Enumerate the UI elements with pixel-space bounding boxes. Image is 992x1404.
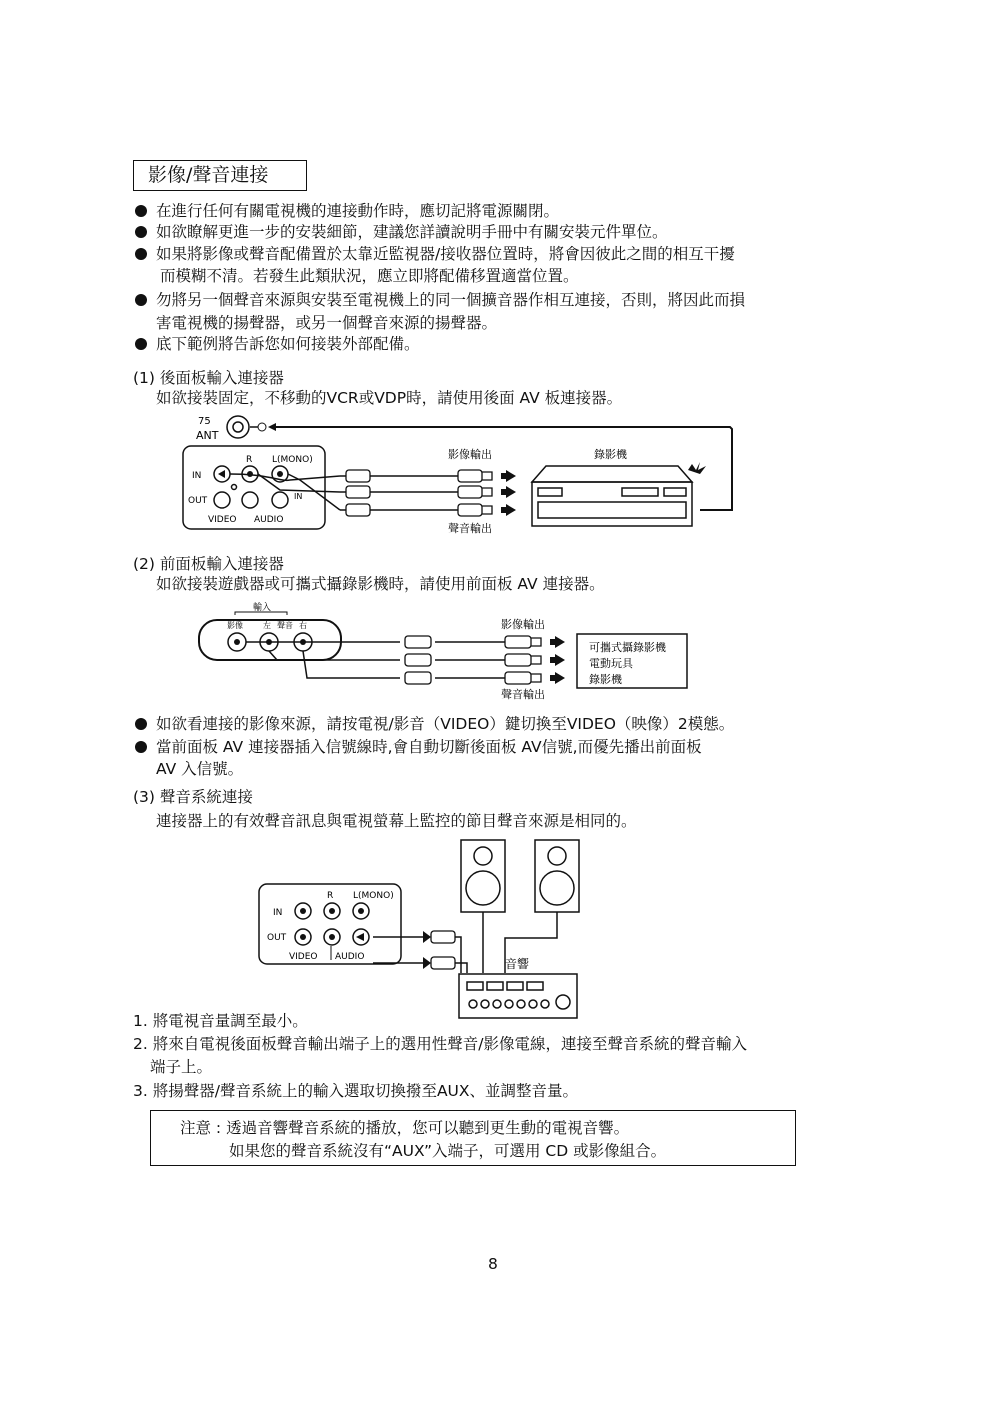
device-label: 電動玩具 xyxy=(589,657,633,670)
bullet-text: 底下範例將告訴您如何接裝外部配備。 xyxy=(156,335,420,353)
ant-75-label: 75 xyxy=(198,416,211,427)
page-number: 8 xyxy=(488,1255,498,1273)
section-title: 影像/聲音連接 xyxy=(133,160,307,191)
device-label: 錄影機 xyxy=(589,673,622,686)
bullet-text-cont: 害電視機的揚聲器，或另一個聲音來源的揚聲器。 xyxy=(156,314,498,332)
rear-panel-diagram xyxy=(180,410,740,540)
device-label: 可攜式攝錄影機 xyxy=(589,641,666,654)
out-audio-label: OUT xyxy=(267,933,287,943)
left-label: 左 xyxy=(263,621,271,630)
bullet-icon xyxy=(135,226,147,238)
video-out-label: 影像輸出 xyxy=(448,448,492,461)
section2-desc: 如欲接裝遊戲器或可攜式攝錄影機時，請使用前面板 AV 連接器。 xyxy=(156,575,605,593)
section3-heading: (3) 聲音系統連接 xyxy=(133,788,253,806)
bullet-text: 如欲看連接的影像來源，請按電視/影音（VIDEO）鍵切換至VIDEO（映像）2模態。 xyxy=(156,715,735,733)
video-audio-label: VIDEO xyxy=(289,952,318,962)
audio-label: AUDIO xyxy=(254,515,284,525)
ant-label: ANT xyxy=(196,429,219,442)
right-label: 右 xyxy=(299,621,307,630)
input-label: 輸入 xyxy=(253,603,272,613)
front-panel-diagram xyxy=(195,598,695,704)
bullet-icon xyxy=(135,718,147,730)
step-3: 3. 將揚聲器/聲音系統上的輸入選取切換撥至AUX、並調整音量。 xyxy=(133,1082,579,1100)
video-front-label: 影像 xyxy=(227,621,243,630)
r-label: R xyxy=(246,455,253,465)
in-audio-label: IN xyxy=(273,908,283,918)
video-out-front-label: 影像輸出 xyxy=(501,618,545,631)
audio-audio-label: AUDIO xyxy=(335,952,365,962)
bullet-text: 在進行任何有關電視機的連接動作時，應切記將電源關閉。 xyxy=(156,202,560,220)
section1-desc: 如欲接裝固定，不移動的VCR或VDP時，請使用後面 AV 板連接器。 xyxy=(156,389,623,407)
section2-heading: (2) 前面板輸入連接器 xyxy=(133,555,284,573)
video-label: VIDEO xyxy=(208,515,237,525)
out-label: OUT xyxy=(188,496,208,506)
bullet-icon xyxy=(135,338,147,350)
bullet-text: 勿將另一個聲音來源與安裝至電視機上的同一個擴音器作相互連接，否則，將因此而損 xyxy=(156,291,746,309)
step-2: 2. 將來自電視後面板聲音輸出端子上的選用性聲音/影像電線，連接至聲音系統的聲音輸入 xyxy=(133,1035,747,1053)
r-audio-label: R xyxy=(327,891,334,901)
bullet-icon xyxy=(135,205,147,217)
bullet-text: 當前面板 AV 連接器插入信號線時,會自動切斷後面板 AV信號,而優先播出前面板 xyxy=(156,738,702,756)
audio-out-label: 聲音輸出 xyxy=(448,522,492,535)
in-small-label: IN xyxy=(294,492,303,501)
bullet-text-cont: 而模糊不清。若發生此類狀況，應立即將配備移置適當位置。 xyxy=(160,267,579,285)
bullet-text: 如欲瞭解更進一步的安裝細節，建議您詳讀說明手冊中有關安裝元件單位。 xyxy=(156,223,668,241)
in-label: IN xyxy=(192,471,202,481)
note-line-2: 如果您的聲音系統沒有“AUX”入端子，可選用 CD 或影像組合。 xyxy=(229,1142,667,1160)
bullet-icon xyxy=(135,294,147,306)
audio-system-diagram xyxy=(255,838,585,1020)
bullet-text: 如果將影像或聲音配備置於太靠近監視器/接收器位置時，將會因彼此之間的相互干擾 xyxy=(156,245,735,263)
bullet-icon xyxy=(135,741,147,753)
bullet-text-cont: AV 入信號。 xyxy=(156,760,244,778)
step-1: 1. 將電視音量調至最小。 xyxy=(133,1012,308,1030)
section1-heading: (1) 後面板輸入連接器 xyxy=(133,369,284,387)
bullet-icon xyxy=(135,248,147,260)
lmono-label: L(MONO) xyxy=(272,455,313,465)
lmono-audio-label: L(MONO) xyxy=(353,891,394,901)
note-line-1: 注意 : 透過音響聲音系統的播放，您可以聽到更生動的電視音響。 xyxy=(180,1119,630,1137)
sound-label: 聲音 xyxy=(277,621,293,630)
amp-label: 音響 xyxy=(505,957,530,971)
audio-out-front-label: 聲音輸出 xyxy=(501,688,545,701)
section3-desc: 連接器上的有效聲音訊息與電視螢幕上監控的節目聲音來源是相同的。 xyxy=(156,812,637,830)
step-2-cont: 端子上。 xyxy=(150,1058,213,1076)
vcr-label: 錄影機 xyxy=(594,448,627,461)
